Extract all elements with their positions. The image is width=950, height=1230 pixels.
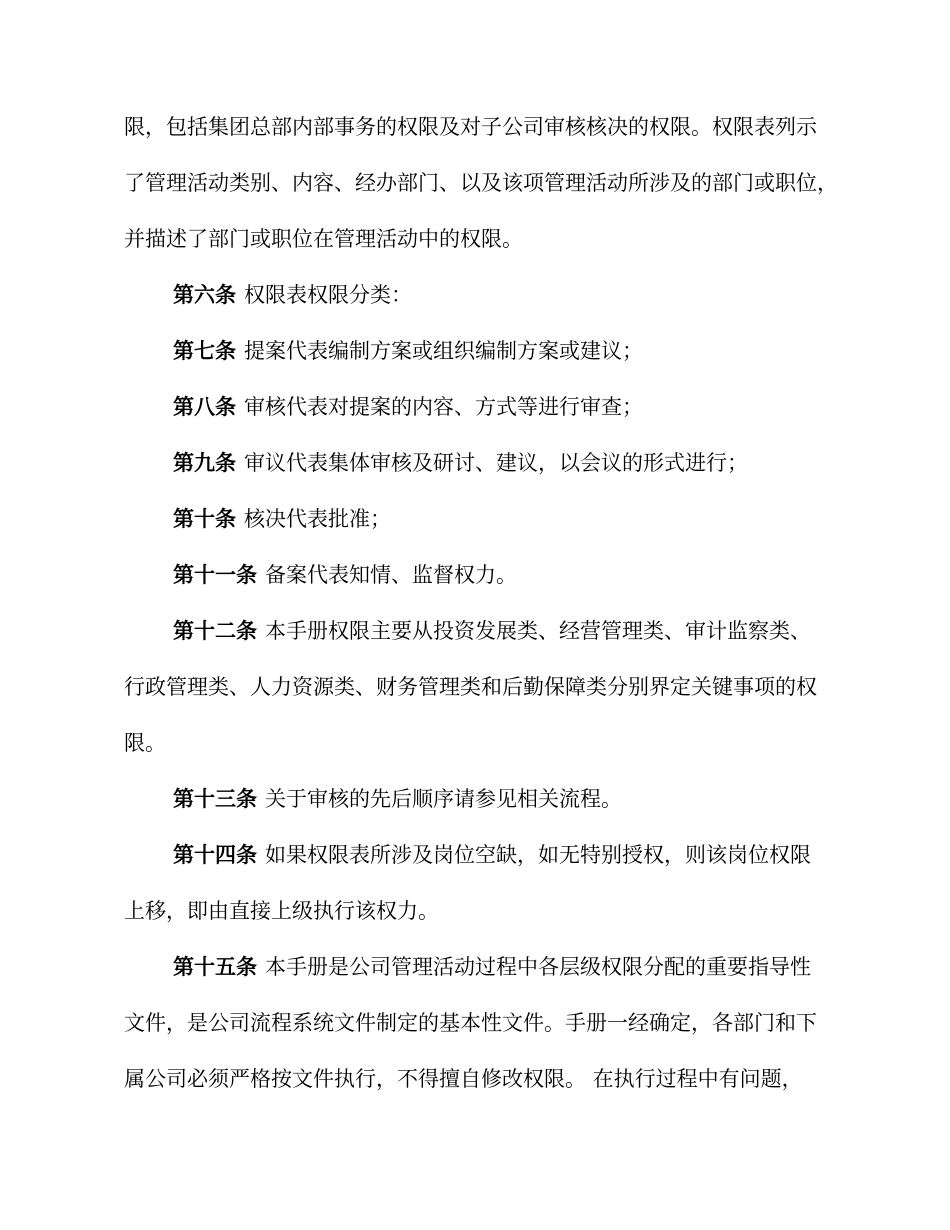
article-text: 审议代表集体审核及研讨、建议，以会议的形式进行； — [244, 451, 748, 475]
article-11 — [173, 561, 517, 589]
article-text: 备案代表知情、监督权力。 — [265, 563, 517, 587]
article-12-continuation-2: 限。 — [124, 731, 166, 755]
article-14-continuation-1: 上移，即由直接上级执行该权力。 — [124, 899, 439, 923]
article-13 — [173, 785, 622, 813]
article-text: 审核代表对提案的内容、方式等进行审查； — [244, 395, 643, 419]
article-label: 第七条 — [173, 339, 236, 363]
article-label: 第十五条 — [173, 955, 257, 979]
intro-line-3: 并描述了部门或职位在管理活动中的权限。 — [124, 227, 523, 251]
article-15 — [173, 953, 811, 981]
article-text: 权限表权限分类： — [244, 283, 412, 307]
article-label: 第九条 — [173, 451, 236, 475]
article-label: 第十条 — [173, 507, 236, 531]
article-9 — [173, 449, 748, 477]
article-label: 第六条 — [173, 283, 236, 307]
intro-line-1: 限，包括集团总部内部事务的权限及对子公司审核核决的权限。权限表列示 — [124, 115, 817, 139]
article-label: 第八条 — [173, 395, 236, 419]
article-12 — [173, 617, 811, 645]
article-8 — [173, 393, 643, 421]
article-7 — [173, 337, 643, 365]
article-14 — [173, 841, 811, 869]
article-label: 第十三条 — [173, 787, 257, 811]
article-label: 第十四条 — [173, 843, 257, 867]
article-text: 核决代表批准； — [244, 507, 391, 531]
article-text: 提案代表编制方案或组织编制方案或建议； — [244, 339, 643, 363]
article-15-continuation-2: 属公司必须严格按文件执行，不得擅自修改权限。 在执行过程中有问题， — [124, 1067, 803, 1091]
intro-line-2: 了管理活动类别、内容、经办部门、以及该项管理活动所涉及的部门或职位， — [124, 171, 838, 195]
article-label: 第十一条 — [173, 563, 257, 587]
article-10 — [173, 505, 391, 533]
article-label: 第十二条 — [173, 619, 257, 643]
article-text: 如果权限表所涉及岗位空缺，如无特别授权，则该岗位权限 — [265, 843, 811, 867]
article-12-continuation-1: 行政管理类、人力资源类、财务管理类和后勤保障类分别界定关键事项的权 — [124, 675, 817, 699]
article-15-continuation-1: 文件，是公司流程系统文件制定的基本性文件。手册一经确定，各部门和下 — [124, 1011, 817, 1035]
article-text: 本手册权限主要从投资发展类、经营管理类、审计监察类、 — [265, 619, 811, 643]
article-6 — [173, 281, 412, 309]
article-text: 本手册是公司管理活动过程中各层级权限分配的重要指导性 — [265, 955, 811, 979]
article-text: 关于审核的先后顺序请参见相关流程。 — [265, 787, 622, 811]
